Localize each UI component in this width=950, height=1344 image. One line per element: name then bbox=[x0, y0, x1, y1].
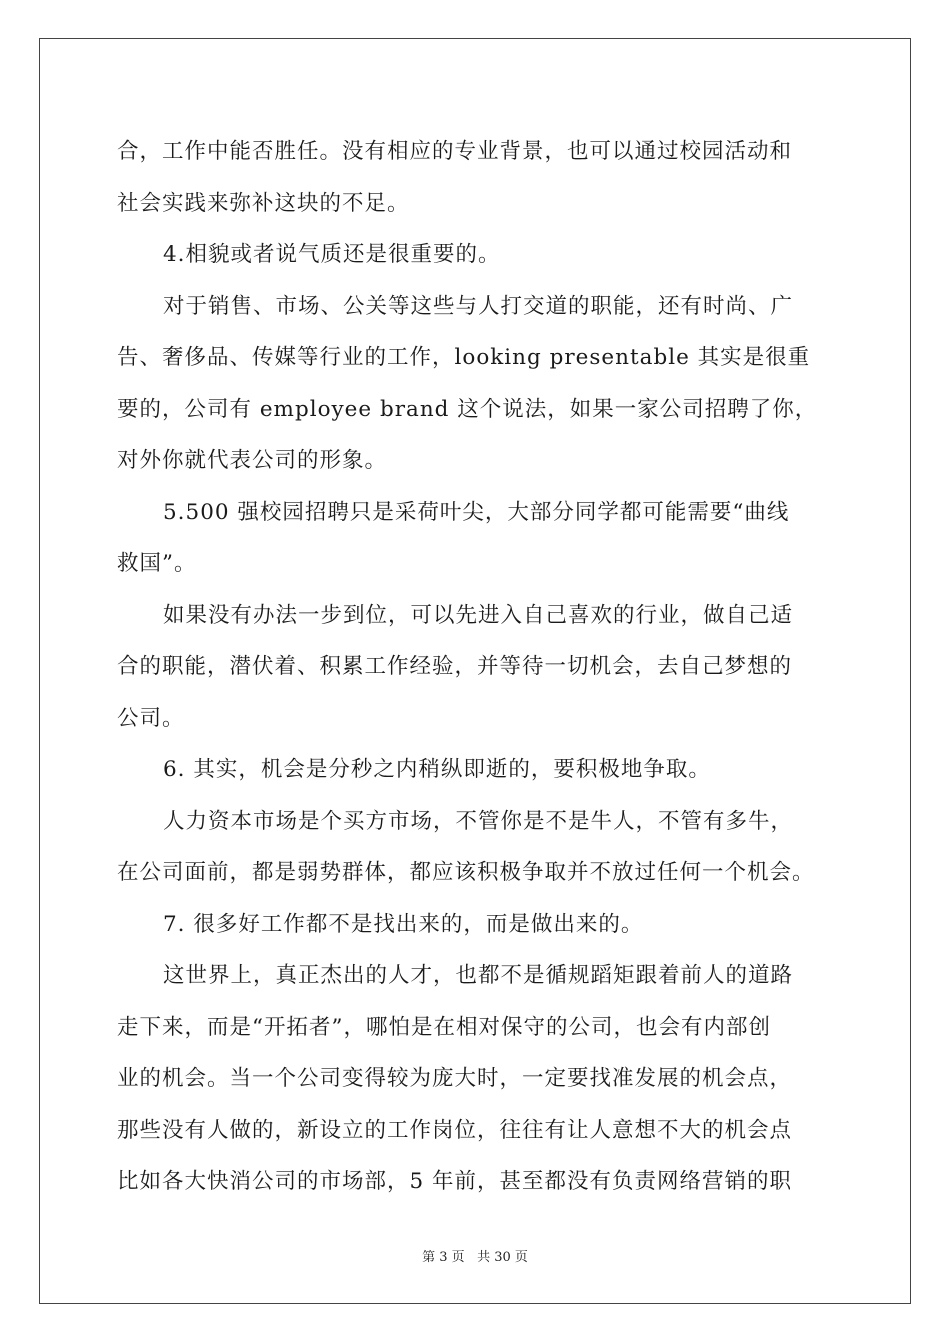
text-line: 如果没有办法一步到位，可以先进入自己喜欢的行业，做自己适 bbox=[163, 602, 794, 628]
text-line: 4.相貌或者说气质还是很重要的。 bbox=[163, 242, 501, 267]
document-body bbox=[117, 126, 837, 1208]
text-line: 7. 很多好工作都不是找出来的，而是做出来的。 bbox=[163, 911, 644, 937]
text-line: 公司。 bbox=[117, 705, 185, 731]
text-line: 在公司面前，都是弱势群体，都应该积极争取并不放过任何一个机会。 bbox=[117, 860, 815, 885]
total-pages: 共 30 页 bbox=[477, 1250, 528, 1265]
text-line: 这世界上，真正杰出的人才，也都不是循规蹈矩跟着前人的道路 bbox=[163, 963, 794, 988]
text-line: 比如各大快消公司的市场部，5 年前，甚至都没有负责网络营销的职 bbox=[117, 1169, 793, 1194]
text-line: 告、奢侈品、传媒等行业的工作，looking presentable 其实是很重 bbox=[117, 345, 811, 370]
text-line: 5.500 强校园招聘只是采荷叶尖，大部分同学都可能需要“曲线 bbox=[163, 499, 790, 525]
text-line: 人力资本市场是个买方市场，不管你是不是牛人，不管有多牛， bbox=[163, 808, 794, 834]
text-line: 社会实践来弥补这块的不足。 bbox=[117, 190, 410, 216]
text-line: 对于销售、市场、公关等这些与人打交道的职能，还有时尚、广 bbox=[163, 293, 794, 319]
text-line: 救国”。 bbox=[117, 551, 197, 576]
text-line: 那些没有人做的，新设立的工作岗位，往往有让人意想不大的机会点 bbox=[117, 1117, 793, 1143]
text-line: 合的职能，潜伏着、积累工作经验，并等待一切机会，去自己梦想的 bbox=[117, 654, 793, 679]
text-line: 6. 其实，机会是分秒之内稍纵即逝的，要积极地争取。 bbox=[163, 757, 711, 782]
text-line: 合，工作中能否胜任。没有相应的专业背景，也可以通过校园活动和 bbox=[117, 139, 793, 164]
text-line: 走下来，而是“开拓者”，哪怕是在相对保守的公司，也会有内部创 bbox=[117, 1014, 771, 1040]
page-number: 第 3 页 bbox=[422, 1250, 465, 1265]
text-line: 对外你就代表公司的形象。 bbox=[117, 448, 388, 473]
page-footer bbox=[0, 1246, 950, 1265]
text-line: 业的机会。当一个公司变得较为庞大时，一定要找准发展的机会点， bbox=[117, 1066, 793, 1091]
text-line: 要的，公司有 employee brand 这个说法，如果一家公司招聘了你， bbox=[117, 396, 818, 422]
